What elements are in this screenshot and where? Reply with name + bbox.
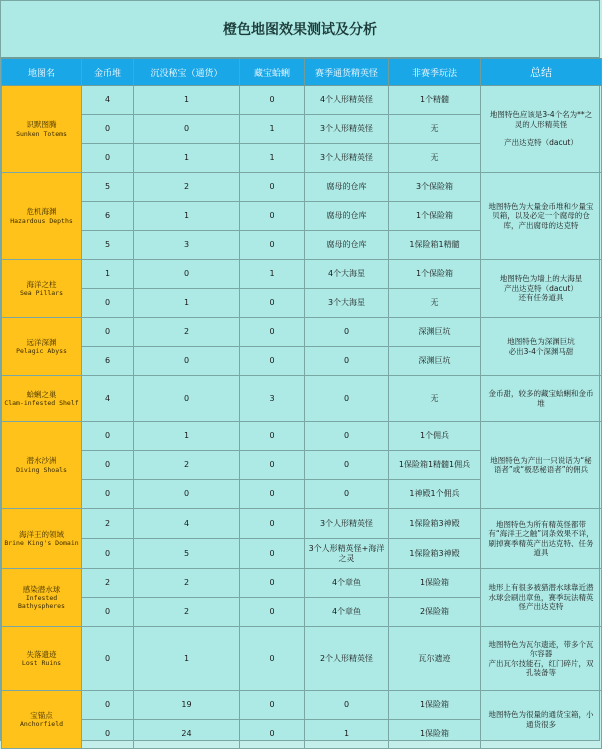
map-name-cn: 海洋之柱 bbox=[26, 279, 57, 289]
treasure-clam-cell: 0 bbox=[240, 202, 305, 231]
non-season-cell: 1保险箱1精髓1佣兵 bbox=[389, 451, 481, 480]
table-row bbox=[2, 509, 602, 539]
non-season-cell: 1个保险箱 bbox=[389, 260, 481, 289]
map-name-en: Hazardous Depths bbox=[10, 216, 73, 225]
table-row bbox=[2, 173, 602, 202]
sunken-treasure-cell: 1 bbox=[134, 289, 240, 318]
treasure-clam-cell: 0 bbox=[240, 173, 305, 202]
season-elite-cell: 4个章鱼 bbox=[305, 569, 389, 598]
sunken-treasure-cell: 2 bbox=[134, 318, 240, 347]
non-season-cell: 无 bbox=[389, 289, 481, 318]
non-season-cell: 1保险箱 bbox=[389, 691, 481, 720]
non-season-cell: 瓦尔遗迹 bbox=[389, 627, 481, 691]
treasure-clam-cell: 1 bbox=[240, 260, 305, 289]
sunken-treasure-cell: 2 bbox=[134, 451, 240, 480]
summary-cell: 地图特色为瓦尔遗迹，带多个瓦尔容器 产出瓦尔技能石，红门碎片，双孔装备等 bbox=[481, 627, 602, 691]
map-name-cell bbox=[2, 318, 82, 376]
treasure-clam-cell: 0 bbox=[240, 422, 305, 451]
non-season-cell: 1个精髓 bbox=[389, 86, 481, 115]
map-name-cell bbox=[2, 376, 82, 422]
season-elite-cell: 0 bbox=[305, 376, 389, 422]
map-name-cell bbox=[2, 691, 82, 749]
map-name-en: Diving Shoals bbox=[16, 465, 67, 474]
treasure-clam-cell: 0 bbox=[240, 509, 305, 539]
season-elite-cell: 0 bbox=[305, 480, 389, 509]
treasure-clam-cell: 0 bbox=[240, 539, 305, 569]
season-elite-cell: 3个人形精英怪+海洋之灵 bbox=[305, 539, 389, 569]
season-elite-cell: 腐母的仓库 bbox=[305, 173, 389, 202]
table-row bbox=[2, 627, 602, 691]
sunken-treasure-cell: 2 bbox=[134, 569, 240, 598]
header-row bbox=[2, 59, 602, 86]
header-non-season: 非赛季玩法 bbox=[389, 59, 481, 86]
map-name-cn: 识默图腾 bbox=[26, 120, 57, 130]
table-row bbox=[2, 376, 602, 422]
sunken-treasure-cell: 1 bbox=[134, 86, 240, 115]
coin-stack-cell: 5 bbox=[82, 231, 134, 260]
coin-stack-cell: 0 bbox=[82, 598, 134, 627]
season-elite-cell: 0 bbox=[305, 451, 389, 480]
treasure-clam-cell: 3 bbox=[240, 376, 305, 422]
sunken-treasure-cell: 0 bbox=[134, 376, 240, 422]
sunken-treasure-cell: 19 bbox=[134, 691, 240, 720]
non-season-cell: 深渊巨坑 bbox=[389, 347, 481, 376]
map-name-cell bbox=[2, 509, 82, 569]
coin-stack-cell: 0 bbox=[82, 480, 134, 509]
map-name-cn: 蛤蜊之巢 bbox=[26, 389, 57, 399]
season-elite-cell: 3个人形精英怪 bbox=[305, 115, 389, 144]
season-elite-cell: 4个人形精英怪 bbox=[305, 86, 389, 115]
coin-stack-cell: 1 bbox=[82, 260, 134, 289]
map-name-en: Infested Bathyspheres bbox=[18, 594, 65, 611]
coin-stack-cell: 0 bbox=[82, 115, 134, 144]
map-name-cn: 潜水沙洲 bbox=[26, 456, 57, 466]
non-season-cell: 1保险箱 bbox=[389, 569, 481, 598]
coin-stack-cell: 0 bbox=[82, 144, 134, 173]
treasure-clam-cell: 0 bbox=[240, 598, 305, 627]
sunken-treasure-cell: 2 bbox=[134, 598, 240, 627]
table-row bbox=[2, 318, 602, 347]
coin-stack-cell: 6 bbox=[82, 347, 134, 376]
season-elite-cell: 腐母的仓库 bbox=[305, 231, 389, 260]
map-name-cn: 远洋深渊 bbox=[26, 337, 57, 347]
map-name-en: Brine King's Domain bbox=[4, 539, 79, 548]
sunken-treasure-cell: 1 bbox=[134, 202, 240, 231]
sunken-treasure-cell: 0 bbox=[134, 260, 240, 289]
treasure-clam-cell: 0 bbox=[240, 720, 305, 749]
non-season-cell: 3个保险箱 bbox=[389, 173, 481, 202]
season-elite-cell: 1 bbox=[305, 720, 389, 749]
map-name-en: Lost Ruins bbox=[21, 659, 62, 668]
map-name-en: Clam-infested Shelf bbox=[4, 399, 79, 408]
coin-stack-cell: 2 bbox=[82, 569, 134, 598]
map-name-cn: 危机海渊 bbox=[26, 207, 57, 217]
summary-cell: 地图特色为墙上的大海星 产出达克特（dacut） 还有任务道具 bbox=[481, 260, 602, 318]
sunken-treasure-cell: 2 bbox=[134, 173, 240, 202]
treasure-clam-cell: 0 bbox=[240, 318, 305, 347]
season-elite-cell: 2个人形精英怪 bbox=[305, 627, 389, 691]
sunken-treasure-cell: 1 bbox=[134, 144, 240, 173]
coin-stack-cell: 0 bbox=[82, 318, 134, 347]
summary-cell: 地图特色为很量的通货宝箱，小通货很多 bbox=[481, 691, 602, 749]
table-row bbox=[2, 569, 602, 598]
non-season-cell: 1保险箱 bbox=[389, 720, 481, 749]
sunken-treasure-cell: 4 bbox=[134, 509, 240, 539]
sunken-treasure-cell: 0 bbox=[134, 480, 240, 509]
sunken-treasure-cell: 1 bbox=[134, 627, 240, 691]
coin-stack-cell: 5 bbox=[82, 173, 134, 202]
sunken-treasure-cell: 0 bbox=[134, 347, 240, 376]
treasure-clam-cell: 0 bbox=[240, 480, 305, 509]
page-title: 橙色地图效果测试及分析 bbox=[1, 1, 599, 58]
header-summary: 总结 bbox=[481, 59, 602, 86]
non-season-cell: 深渊巨坑 bbox=[389, 318, 481, 347]
coin-stack-cell: 0 bbox=[82, 539, 134, 569]
season-elite-cell: 3个人形精英怪 bbox=[305, 144, 389, 173]
season-elite-cell: 4个章鱼 bbox=[305, 598, 389, 627]
non-season-cell: 1保险箱3神殿 bbox=[389, 539, 481, 569]
non-season-cell: 1保险箱3神殿 bbox=[389, 509, 481, 539]
season-elite-cell: 4个大海星 bbox=[305, 260, 389, 289]
table-row bbox=[2, 260, 602, 289]
map-name-cn: 感染潜水球 bbox=[22, 584, 61, 594]
season-elite-cell: 0 bbox=[305, 347, 389, 376]
header-map-name: 地图名 bbox=[2, 59, 82, 86]
coin-stack-cell: 0 bbox=[82, 691, 134, 720]
map-name-cn: 海洋王的领域 bbox=[19, 529, 64, 539]
table-row bbox=[2, 86, 602, 115]
season-elite-cell: 3个大海星 bbox=[305, 289, 389, 318]
map-name-cell bbox=[2, 173, 82, 260]
season-elite-cell: 0 bbox=[305, 422, 389, 451]
non-season-cell: 1个佣兵 bbox=[389, 422, 481, 451]
map-name-cell bbox=[2, 86, 82, 173]
table-row bbox=[2, 422, 602, 451]
header-sunken-treasure: 沉没秘宝（通货） bbox=[134, 59, 240, 86]
map-name-cell bbox=[2, 422, 82, 509]
summary-cell: 地图特色为所有精英怪都带有“海洋王之触”词条效果不详，刷掉赛季精英产出达克特、任务道具 bbox=[481, 509, 602, 569]
treasure-clam-cell: 0 bbox=[240, 569, 305, 598]
season-elite-cell: 0 bbox=[305, 318, 389, 347]
treasure-clam-cell: 0 bbox=[240, 231, 305, 260]
season-elite-cell: 3个人形精英怪 bbox=[305, 509, 389, 539]
coin-stack-cell: 4 bbox=[82, 376, 134, 422]
header-season-elite: 赛季通货精英怪 bbox=[305, 59, 389, 86]
non-season-cell: 1个保险箱 bbox=[389, 202, 481, 231]
coin-stack-cell: 0 bbox=[82, 289, 134, 318]
treasure-clam-cell: 0 bbox=[240, 451, 305, 480]
coin-stack-cell: 0 bbox=[82, 422, 134, 451]
table-row bbox=[2, 691, 602, 720]
non-season-cell: 1神殿1个佣兵 bbox=[389, 480, 481, 509]
coin-stack-cell: 0 bbox=[82, 627, 134, 691]
summary-cell: 地图特色应该是3-4个名为**之灵的人形精英怪 产出达克特（dacut） bbox=[481, 86, 602, 173]
season-elite-cell: 腐母的仓库 bbox=[305, 202, 389, 231]
header-treasure-clam: 藏宝蛤蜊 bbox=[240, 59, 305, 86]
map-name-cn: 宝锚点 bbox=[30, 710, 53, 720]
map-name-cell bbox=[2, 260, 82, 318]
sunken-treasure-cell: 1 bbox=[134, 422, 240, 451]
analysis-table bbox=[1, 58, 602, 749]
sunken-treasure-cell: 5 bbox=[134, 539, 240, 569]
treasure-clam-cell: 0 bbox=[240, 691, 305, 720]
non-season-cell: 1保险箱1精髓 bbox=[389, 231, 481, 260]
treasure-clam-cell: 0 bbox=[240, 627, 305, 691]
coin-stack-cell: 4 bbox=[82, 86, 134, 115]
season-elite-cell: 0 bbox=[305, 691, 389, 720]
map-name-cell bbox=[2, 569, 82, 627]
treasure-clam-cell: 0 bbox=[240, 289, 305, 318]
treasure-clam-cell: 1 bbox=[240, 144, 305, 173]
non-season-cell: 无 bbox=[389, 144, 481, 173]
coin-stack-cell: 0 bbox=[82, 720, 134, 749]
summary-cell: 地形上有很多被猎潜水球靠近潜水球会刷出章鱼，赛季玩法精英怪产出达克特 bbox=[481, 569, 602, 627]
header-coin-stack: 金币堆 bbox=[82, 59, 134, 86]
summary-cell: 地图特色为深渊巨坑 必出3-4个深渊马甜 bbox=[481, 318, 602, 376]
summary-cell: 金币甜，较多的藏宝蛤蜊和金币堆 bbox=[481, 376, 602, 422]
map-name-cn: 失落遗迹 bbox=[26, 649, 57, 659]
treasure-clam-cell: 1 bbox=[240, 115, 305, 144]
sunken-treasure-cell: 0 bbox=[134, 115, 240, 144]
coin-stack-cell: 6 bbox=[82, 202, 134, 231]
sunken-treasure-cell: 3 bbox=[134, 231, 240, 260]
summary-cell: 地图特色为产出一只说话为“秘语者”或“极恶秘语者”的佣兵 bbox=[481, 422, 602, 509]
non-season-cell: 2保险箱 bbox=[389, 598, 481, 627]
map-name-en: Sunken Totems bbox=[16, 129, 67, 138]
coin-stack-cell: 0 bbox=[82, 451, 134, 480]
non-season-cell: 无 bbox=[389, 376, 481, 422]
treasure-clam-cell: 0 bbox=[240, 347, 305, 376]
treasure-clam-cell: 0 bbox=[240, 86, 305, 115]
coin-stack-cell: 2 bbox=[82, 509, 134, 539]
map-name-en: Sea Pillars bbox=[19, 289, 64, 298]
map-name-en: Pelagic Abyss bbox=[16, 347, 67, 356]
non-season-cell: 无 bbox=[389, 115, 481, 144]
map-name-cell bbox=[2, 627, 82, 691]
summary-cell: 地图特色为大量金币堆和少量宝贝箱，以及必定一个腐母的仓库，产出腐母的达克特 bbox=[481, 173, 602, 260]
sunken-treasure-cell: 24 bbox=[134, 720, 240, 749]
map-name-en: Anchorfield bbox=[19, 720, 64, 729]
